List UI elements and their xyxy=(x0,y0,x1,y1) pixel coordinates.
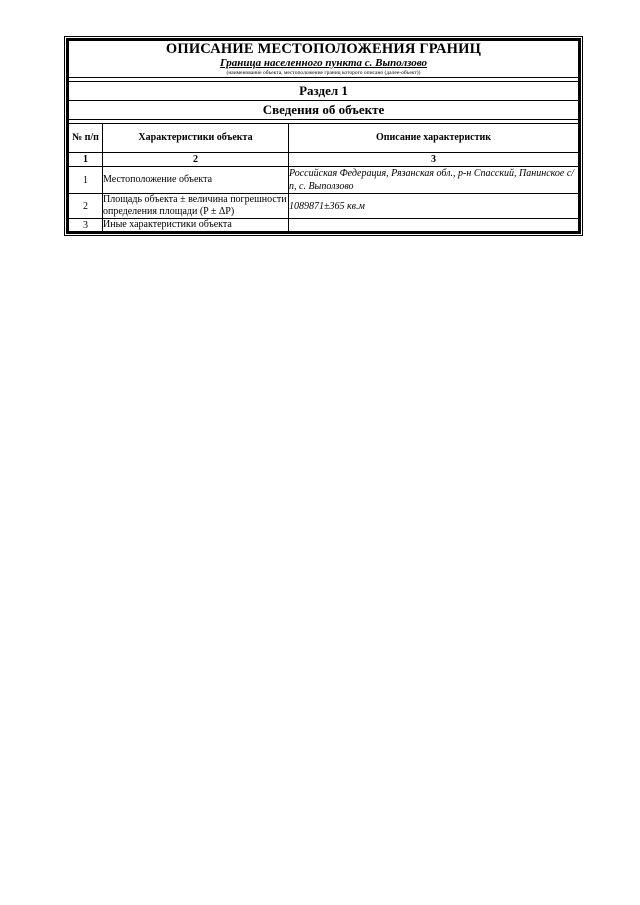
column-header-number: № п/п xyxy=(69,124,103,153)
column-number-3: 3 xyxy=(289,153,579,167)
row-characteristic: Площадь объекта ± величина погрешности определения площади (P ± ΔP) xyxy=(103,194,287,217)
section-label: Раздел 1 xyxy=(69,82,579,101)
table-row xyxy=(69,219,579,232)
object-name-caption: (наименование объекта, местоположение границ которого описано (далее-объект)) xyxy=(226,70,421,76)
section-name: Сведения об объекте xyxy=(69,101,579,120)
table-row xyxy=(69,194,579,219)
row-description: Российская Федерация, Рязанская обл., р-н Спасский, Панинское с/п, с. Выползово xyxy=(289,167,579,194)
row-number: 3 xyxy=(69,219,103,232)
row-characteristic: Иные характеристики объекта xyxy=(103,219,289,232)
column-number-2: 2 xyxy=(103,153,289,167)
column-header-characteristic: Характеристики объекта xyxy=(103,124,289,153)
row-characteristic: Местоположение объекта xyxy=(103,167,289,194)
table-row xyxy=(69,167,579,194)
boundary-description-table xyxy=(68,40,579,232)
document-title: ОПИСАНИЕ МЕСТОПОЛОЖЕНИЯ ГРАНИЦ xyxy=(165,41,482,57)
row-description: 1089871±365 кв.м xyxy=(289,194,579,219)
column-number-1: 1 xyxy=(69,153,103,167)
document-frame xyxy=(66,38,581,234)
title-block xyxy=(69,41,579,78)
row-number: 2 xyxy=(69,194,103,219)
row-description xyxy=(289,219,579,232)
object-name: Граница населенного пункта с. Выползово xyxy=(219,57,428,69)
column-header-description: Описание характеристик xyxy=(289,124,579,153)
row-number: 1 xyxy=(69,167,103,194)
